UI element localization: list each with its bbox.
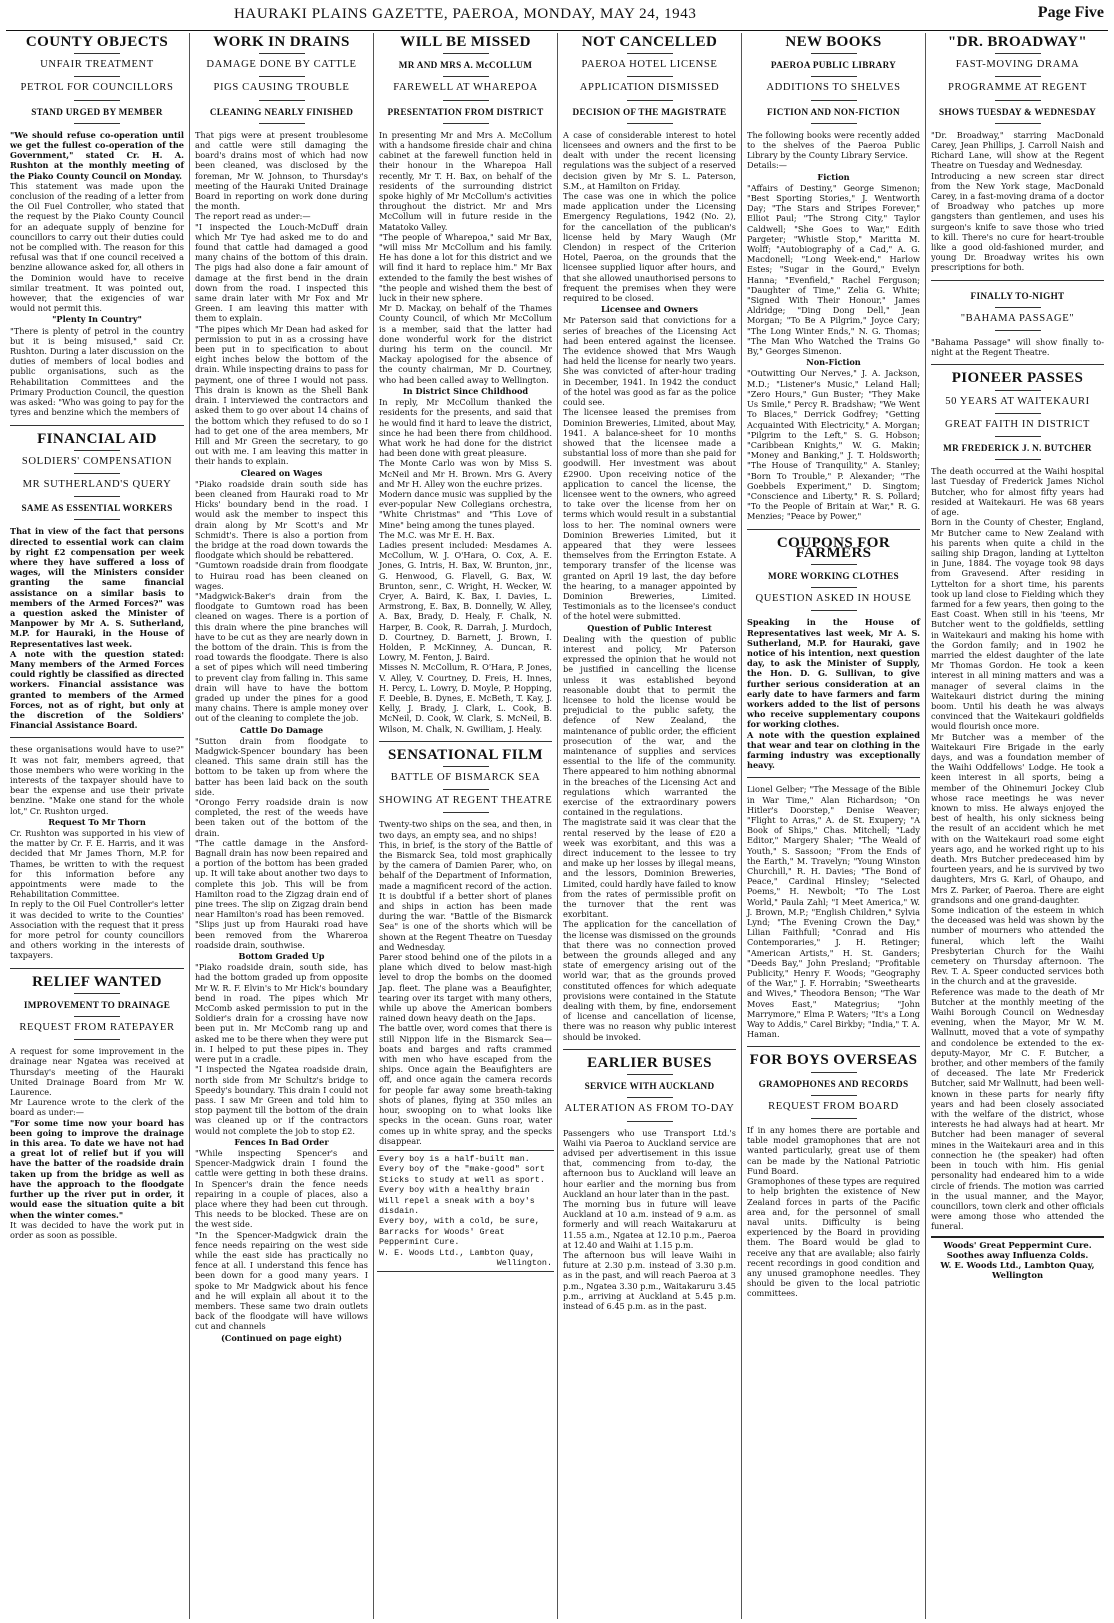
paragraph: It was decided to have the work put in order as soon as possible. (10, 1219, 184, 1240)
paragraph: A note with the question explained that wear and tear on clothing in the farming industry was exceptionally heavy. (747, 729, 920, 771)
paragraph: Reference was made to the death of Mr Butcher at the monthly meeting of the Waihi Borough Council on Wednesday evening, when the Mayor, Mr W. M. Wallnutt, moved that a vote of sympathy and condolence be extended to the ex-deputy-Mayor, Mr C. F. Butcher, a brother, and other members of the family of deceased. The late Mr Frederick Butcher, said Mr Wallnutt, had been well-known in these parts for nearly fifty years and had been closely associated with the welfare of the district, whose interests he had always had at heart. Mr Butcher had been manager of several mines in the Waitekauri area and in this connection he (the speaker) had often been in touch with him. His genial personality had endeared him to a wide circle of friends. The motion was carried in the usual manner, and the Mayor, councillors, town clerk and other officials were among those who attended the funeral. (931, 986, 1104, 1232)
paragraph: The death occurred at the Waihi hospital last Tuesday of Frederick James Nichol Butcher, who for almost fifty years had resided at Waitekauri. He was 68 years of age. (931, 466, 1104, 518)
paragraph: "The pipes which Mr Dean had asked for permission to put in as a crossing have been put in to specification to about eight inches below the bottom of the drain. While inspecting drains to pass for payment, one of three I would not pass. This drain is known as the Shell Bank drain. I interviewed the contractors and asked them to go over about 14 chains of the bottom which they refused to do so I had to get one of the area members, Mr Hill and Mr Green the secretary, to go out with me. I am leaving this matter in their hands to explain. (195, 323, 368, 467)
paragraph: If in any homes there are portable and table model gramophones that are not wanted particularly, great use of them can be made by the National Patriotic Fund Board. (747, 1125, 920, 1176)
paragraph: Dealing with the question of public interest and policy, Mr Paterson expressed the opinion that he would not be justified in cancelling the license unless it was established beyond reasonable doubt that to permit the licensee to hold the license would be prejudicial to the public safety, the defence of New Zealand, the maintenance of public order, the efficient prosecution of the war, and the maintenance of supplies and services essential to the life of the community. There appeared to him nothing abnormal in the breaches of the Licensing Act and regulations which warranted the exercise of the extraordinary powers contained in the regulations. (563, 633, 736, 818)
paragraph: The case was one in which the police made application under the Licensing Emergency Regulations, 1942 (No. 2), for the cancellation of the publican's license held by Mary Waugh (Mr Clendon) in respect of the Criterion Hotel, Paeroa, on the grounds that the licensee supplied liquor after hours, and that she allowed unauthorised persons to frequent the premises when they were required to be closed. (563, 191, 736, 304)
subheading: QUESTION ASKED IN HOUSE (755, 593, 912, 605)
subheading: MR AND MRS A. McCOLLUM (398, 60, 533, 71)
paragraph: Gramophones of these types are required to help brighten the existence of New Zealand forces in parts of the Pacific area and, for the personnel of small naval units. Difficulty is being experienced by the Board in providing them. The Board would be glad to receive any that are available; also fairly recent recordings in good condition and any unused gramophone needles. They should be given to the local patriotic committees. (747, 1176, 920, 1299)
paragraph: Misses N. McCollum, R. O'Hara, P. Jones, V. Alley, V. Courtney, D. Freis, H. Innes, H. Percy, L. Lowry, D. Moyle, P. Hopping, F. Deeble, B. Dynes, E. McBeth, T. Kay, J. Kelly, J. Brady, J. Clark, L. Cook, B. McNeil, D. Cook, W. Clark, S. McNeil, B. Wilson, M. Chalk, N. Gwilliam, J. Healy. (379, 662, 552, 734)
column-rule (373, 33, 374, 1619)
lead-paragraph: "We should refuse co-operation until we get the fullest co-operation of the Government," stated Cr. H. A. Rushton at the monthly meeting of the Piako County Council on Monday. (10, 129, 184, 181)
verse-line: W. E. Woods Ltd., Lambton Quay, (379, 1247, 535, 1258)
article-finally-tonight (927, 291, 1108, 358)
paragraph: The battle over, word comes that there is still Nippon life in the Bismarck Sea—boats and barges and rafts crammed with men who have escaped from the ships. Once again the Beaufighters are off, and once again the camera records for people far away some breath-taking shots of planes, flying at 350 miles an hour, swooping on to what looks like specks in the ocean. Guns roar, water comes up in white spray, and the specks disappear. (379, 1023, 552, 1146)
paragraph: these organisations would have to use?" It was not fair, members agreed, that those members who were working in the interests of the taxpayer should have to bear the expense and use their private benzine. "Make one stand for the whole lot," Cr. Rushton urged. (10, 744, 184, 816)
crosshead: Licensee and Owners (601, 304, 698, 315)
paragraph: "Madgwick-Baker's drain from the floodgate to Gumtown road has been cleaned on wages. There is a portion of this drain where the pine branches will have to be cut as they are nearly down in the bottom of the drain. This is from the road towards the floodgate. There is also a set of pipes which will need timbering to prevent clay from falling in. This same drain will have to have the bottom graded up under the pines for a good many chains. There is ample money over out of the cleaning to complete the job. (195, 590, 368, 724)
paragraph: "The cattle damage in the Ansford-Bagnall drain has now been repaired and a portion of the bottom has been graded up. It will take about another two days to complete this job. This will be from Hamilton road to the Zigzag drain end of pine trees. The slip on Zigzag drain bend near Hamilton's road has been removed. (195, 837, 368, 920)
paragraph: "I inspected the Ngatea roadside drain, north side from Mr Schultz's bridge to Speedy's boundary. This drain I could not pass. I saw Mr Green and told him to stop payment till the bottom of the drain was cleaned up or if the contractors would not complete the job to stop £2. (195, 1064, 368, 1136)
subheading: SERVICE WITH AUCKLAND (584, 1081, 715, 1092)
paragraph: Twenty-two ships on the sea, and then, in two days, an empty sea, and no ships! (379, 819, 552, 840)
article-will-be-missed (375, 34, 556, 734)
paragraph: Details:— (747, 160, 787, 171)
column-3 (375, 33, 556, 1619)
column-4 (559, 33, 740, 1619)
article-earlier-buses (559, 1054, 740, 1311)
subheading: UNFAIR TREATMENT (40, 59, 154, 71)
paragraph: Cr. Rushton was supported in his view of the matter by Cr. F. E. Harris, and it was decided that Mr James Thorn, M.P. for Thames, be written to with the request for this information before any appointments were made to the Rehabilitation Committee. (10, 828, 184, 900)
headline: NEW BOOKS (785, 34, 882, 50)
subheading: ALTERATION AS FROM TO-DAY (564, 1103, 735, 1115)
crosshead: Bottom Graded Up (238, 951, 325, 962)
advert-line: Wellington (991, 1270, 1044, 1281)
article-new-books (743, 34, 924, 522)
verse-line: Barracks for Woods' Great Peppermint Cure. (379, 1226, 505, 1248)
page-number: Page Five (1037, 4, 1104, 21)
crosshead: In District Since Childhood (402, 385, 529, 396)
paragraph: Modern dance music was supplied by the ever-popular New Collegians orchestra, "White Christmas" and "This Love of Mine" being among the tunes played. (379, 488, 552, 530)
verse-advertisement (377, 1150, 554, 1272)
headline: PIONEER PASSES (951, 370, 1084, 387)
paragraph: "In the Spencer-Madgwick drain the fence needs repairing on the west side while the east side has practically no fence at all. I understand this fence has been down for a good many years. I spoke to Mr Madgwick about his fence and he will explain all about it to the members. These same two drain outlets back of the floodgate will have willows cut and channels (195, 1229, 368, 1332)
paragraph: The following books were recently added to the shelves of the Paeroa Public Library by the County Library Service. (747, 129, 920, 161)
newspaper-title: HAURAKI PLAINS GAZETTE, PAEROA, MONDAY, MAY 24, 1943 (234, 6, 697, 22)
paragraph: In presenting Mr and Mrs A. McCollum with a handsome fireside chair and china cabinet at the farewell function held in their honour in the Wharepoa Hall recently, Mr T. H. Bax, on behalf of the residents of the surrounding district spoke highly of Mr McCollum's activities throughout the district. Mr and Mrs McCollum will in future reside in the Matatoko Valley. (379, 129, 552, 232)
subheading: APPLICATION DISMISSED (579, 82, 720, 94)
subheading: PAEROA HOTEL LICENSE (581, 59, 718, 71)
subheading: DECISION OF THE MAGISTRATE (572, 106, 727, 117)
headline: COUNTY OBJECTS (25, 34, 169, 50)
subheading: REQUEST FROM BOARD (768, 1100, 899, 1112)
column-rule (189, 33, 190, 1619)
paragraph: "Slips just up from Hauraki road have been removed from the Whareroa roadside drain, southwise. (195, 919, 368, 950)
crosshead: Fiction (817, 171, 850, 182)
paragraph: Mr Butcher was a member of the Waitekauri Fire Brigade in the early days, and was a foundation member of the Waihi Oddfellows' Lodge. He took a keen interest in all sports, being a member of the Ohinemuri Jockey Club whose race meetings he was never known to miss. He always enjoyed the best of health, his only sickness being the result of an accident which he met with on the Waitekauri road some eight years ago, and he worked right up to his death. Mrs Butcher predeceased him by fourteen years, and he is survived by two daughters, Mrs G. Karl, of Ohaupo, and Mrs Z. Parker, of Paeroa. There are eight grandsons and one grand-daughter. (931, 731, 1104, 905)
subheading: GREAT FAITH IN DISTRICT (945, 418, 1090, 430)
paragraph: "I inspected the Louch-McDuff drain which Mr Tye had asked me to do and found that cattle had damaged a good many chains of the bottom of this drain. The pigs had also done a fair amount of damage at the first bend in the drain down from the road. I inspected this same drain later with Mr Fox and Mr Green. I am leaving this matter with them to explain. (195, 221, 368, 324)
paragraph: "Piako roadside drain, south side, has had the bottom graded up from opposite Mr W. R. F. Elvin's to Mr Hick's boundary bend in road. The pipes which Mr McComb asked permission to put in the Soldier's drain for a crossing have now been put in. Mr McComb rang up and asked me to be there when they were put in. I helped to put these pipes in. They were put in a cradle. (195, 962, 368, 1065)
headline: EARLIER BUSES (587, 1054, 712, 1071)
advert-line: Woods' Great Peppermint Cure. (943, 1239, 1092, 1250)
article-work-in-drains (191, 34, 372, 1343)
crosshead: Question of Public Interest (587, 622, 712, 633)
verse-line: Every boy, with a cold, be sure, (379, 1216, 540, 1227)
subheading: 50 YEARS AT WAITEKAURI (945, 395, 1090, 407)
paragraph: "Sutton drain from floodgate to Madgwick-Spencer boundary has been cleaned. This same drain still has the bottom to be taken up from where the batter has been laid back on the south side. (195, 735, 368, 797)
subheading: REQUEST FROM RATEPAYER (19, 1022, 175, 1034)
paragraph: The licensee leased the premises from Dominion Breweries, Limited, about May, 1941. A balance-sheet for 10 months showed that the licensee made a substantial loss of more than she paid for goodwill. Her investment was about £2900. Upon receiving notice of the application to cancel the license, the licensee went to the owners, who agreed to take over the license from her on terms which would result in a substantial loss to her. The nominal owners were Dominion Breweries Limited, but it appeared that they were lessees themselves from the Errington Estate. A temporary transfer of the license was granted on April 19 last, the day before the hearing, to a manager appointed by Dominion Breweries, Limited. Testimonials as to the licensee's conduct of the hotel were submitted. (563, 407, 736, 622)
verse-line: Every boy with a healthy brain (379, 1185, 530, 1196)
paragraph: "While inspecting Spencer's and Spencer-Madgwick drain I found the cattle were getting in both these drains. In Spencer's drain the fence needs repairing in a couple of places, also a place where they had been cut through. This needs to be blocked. These are on the west side. (195, 1147, 368, 1230)
subheading: MORE WORKING CLOTHES (768, 570, 899, 581)
verse-line: Wellington. (496, 1257, 552, 1268)
paragraph: Introducing a new screen star direct from the New York stage, MacDonald Carey, in a fast-moving drama of a doctor of Broadway who patches up more gangsters than gentlemen, and uses his surgeon's knife to save those who tried to kill. There's no cure for heart-trouble like a good old-fashioned murder, and young Dr. Broadway writes his own prescriptions for both. (931, 170, 1104, 273)
paragraph: The application for the cancellation of the license was dismissed on the grounds that there was no connection proved between the grounds alleged and any state of emergency arising out of the world war, that as the grounds proved constituted offences for which adequate provisions were contained in the Statute dealing with them, by fine, endorsement of license and cancellation of license, there was no reason why public interest should be invoked. (563, 919, 736, 1042)
column-2 (191, 33, 372, 1619)
paragraph: "Outwitting Our Nerves," J. A. Jackson, M.D.; "Listener's Music," Leland Hall; "Zero Hours," Gun Buster; "They Make Us Smile," Percy R. Bradshaw; "We Went To Blaces," Derrick Godfrey; "Getting Acquainted With Electricity," A. Morgan; "Pilgrim to the Left," S. G. Hobson; "Caribbean Knights," W. G. Makin; "Money and Banking," J. T. Holdsworth; "The House of Tranquility," A. Stanley; "Born To Trouble," P. Alexander; "The Goebbels Experiment," D. Singtom; "Conscience and Liberty," R. S. Pollard; "To the People of Britain at War," R. G. Menzies; "Peace by Power," (747, 368, 920, 522)
crosshead: Cleared on Wages (240, 467, 323, 478)
article-relief-wanted (6, 973, 188, 1240)
crosshead: Non-Fiction (806, 357, 861, 368)
lead-paragraph: Speaking in the House of Representatives last week, Mr A. S. Sutherland, M.P. for Hauraki, gave notice of his intention, next question day, to ask the Minister of Supply, the Hon. D. G. Sullivan, to give further serious consideration at an early date to have farmers and farm workers added to the list of persons who receive supplementary coupons for working clothes. (747, 617, 920, 730)
paragraph: "Piako roadside drain south side has been cleaned from Hauraki road to Mr Hicks' boundary bend in the road. I would ask the member to inspect this drain along by Mr Scott's and Mr Schmidt's. There is also a portion from the bridge at the road down towards the floodgate which should be rebattered. (195, 478, 368, 561)
subheading: SHOWING AT REGENT THEATRE (378, 795, 553, 807)
column-rule (925, 33, 926, 1619)
paragraph: Lionel Gelber; "The Message of the Bible in War Time," Alan Richardson; "On Hitler's Doorstep," Denise Weaver; "Flight to Arras," A. de St. Exupery; "A Book of Ships," Chas. Mitchell; "Lady Editor," Margery Shaler; "The Weald of Youth," S. Sassoon; "From the Ends of the Earth," M. Travelyn; "Young Winston Churchill," R. H. Davies; "The Bond of Peace," Cardinal Hinsley; "Selected Poems," H. Newbolt; "To The Lost World," Paula Zahl; "I Meet America," W. J. Brown, M.P.; "English Children," Sylvia Lynd; "The Evening Crown the Day," Lilian Faithfull; "Conrad and His Contemporaries," J. H. Retinger; "American Artists," H. St. Ganders; "Deeds Bay," John Presland; "Profitable Publicity," Henry F. Woods; "Geography of the War," J. F. Horrabin; "Sweethearts and Wives," Theodora Benson; "The War Moves East," Mategrius; "John Marrymore," Elma P. Waters; "It's a Long Way to Addis," Carel Birkby; "India," T. A. Haman. (747, 784, 920, 1040)
subheading: PRESENTATION FROM DISTRICT (387, 106, 544, 117)
article-not-cancelled (559, 34, 740, 1042)
article-coupons-for-farmers (743, 534, 924, 771)
subheading: SAME AS ESSENTIAL WORKERS (21, 503, 173, 514)
paragraph: The report read as under:— (195, 211, 311, 222)
verse-line: Will repel a sneak with a boy's disdain. (379, 1195, 535, 1216)
subheading: FICTION AND NON-FICTION (767, 106, 900, 117)
paragraph: In reply, Mr McCollum thanked the residents for the presents, and said that he would find it hard to leave the district, since he had been there from childhood. What work he had done for the district had been done with great pleasure. (379, 397, 553, 459)
headline: RELIEF WANTED (32, 973, 162, 990)
subheading: GRAMOPHONES AND RECORDS (758, 1078, 909, 1089)
paragraph: Born in the County of Chester, England, Mr Butcher came to New Zealand with his parents when quite a child in the sailing ship Dragon, landing at Lyttelton in June, 1884. The voyage took 98 days from Gravesend. After residing in Lyttelton for a short time, his parents took up land close to Fielding which they farmed for a few years, then going to the East Coast. When still in his 'teens, Mr Butcher went to the goldfields, settling in Waitekauri and making his home with the Gordon family; and in 1902 he married the eldest daughter of the late Mr Thomas Gordon. He took a keen interest in all mining matters and was a manager of several claims in the Waitekauri district during the mining boom. Until his death he was always convinced that the Waitekauri goldfields would flourish once more. (931, 517, 1104, 732)
paragraph: The M.C. was Mr E. H. Bax. (379, 529, 495, 540)
column-6 (927, 33, 1108, 1619)
paragraph: "The people of Wharepoa," said Mr Bax, "will miss Mr McCollum and his family. He has done a lot for this district and we will find it hard to replace him." Mr Bax extended to the family the best wishes of "the people and wished them the best of luck in their new sphere. (379, 231, 552, 304)
headline: "DR. BROADWAY" (947, 34, 1088, 50)
paragraph: This, in brief, is the story of the Battle of the Bismarck Sea, told most graphically by the camera of Damien Parer, who, on behalf of the Department of Information, made a magnificent record of the action. It is doubtful if a better short of planes and ships in action has been made during the war. "Battle of the Bismarck Sea" is one of the shorts which will be shown at the Regent Theatre on Tuesday and Wednesday. (379, 839, 552, 952)
crosshead: Request To Mr Thorn (48, 816, 146, 827)
continued-note: (Continued on page eight) (220, 1332, 343, 1343)
subheading: PETROL FOR COUNCILLORS (20, 82, 174, 94)
crosshead: Fences In Bad Order (234, 1136, 329, 1147)
article-for-boys-overseas (743, 1052, 924, 1299)
headline: WILL BE MISSED (400, 34, 531, 50)
subheading: FAST-MOVING DRAMA (955, 59, 1080, 71)
subheading: FAREWELL AT WHAREPOA (393, 82, 538, 94)
paragraph: The magistrate said it was clear that the rental reserved by the lease of £20 a week was exorbitant, and this was a direct inducement to the lessee to try and make up her losses by illegal means, and the lessors, Dominion Breweries, Limited, could hardly have failed to know from the rates of permissible profit on the turnover that the rent was exorbitant. (563, 817, 736, 920)
paragraph: "Dr. Broadway," starring MacDonald Carey, Jean Phillips, J. Carroll Naish and Richard Lane, will show at the Regent Theatre on Tuesday and Wednesday. (931, 129, 1104, 171)
subheading: CLEANING NEARLY FINISHED (209, 106, 354, 117)
article-county-objects (6, 34, 188, 418)
paragraph: Some indication of the esteem in which the deceased was held was shown by the number of mourners who attended the funeral, which left the Waihi Presbyterian Church for the Waihi cemetery on Thursday afternoon. The Rev. T. A. Speer conducted services both in the church and at the graveside. (931, 905, 1104, 987)
paragraph: "Affairs of Destiny," George Simenon; "Best Sporting Stories," J. Wentworth Day; "The Stars and Stripes Forever," Elliot Paul; "The Strong City," Taylor Caldwell; "She Goes to War," Edith Pargeter; "Whistle Stop," Maritta M. Wolff; "Autobiography of a Cad," A. G. Macdonell; "Long Week-end," Harlow Estes; "Sugar in the Gourd," Evelyn Hanna; "Evenfield," Rachel Ferguson; "Daughter of Time," Zelia G. White; "Signed With Their Honour," James Aldridge; "Ding Dong Dell," Jean Morgan; "To Be A Pilgrim," Joyce Cary; "The Long Winter Ends," N. G. Thomas; "The Man Who Watched the Trains Go By," Georges Simenon. (747, 182, 920, 357)
column-rule (741, 33, 742, 1619)
paragraph: Parer stood behind one of the pilots in a plane which dived to below mast-high level to drop the bombs on the doomed Jap. fleet. The plane was a Beaufighter, tearing over its target with many others, while up above the American bombers rained down heavy death on the Japs. (379, 952, 552, 1024)
subheading: "BAHAMA PASSAGE" (960, 312, 1075, 324)
article-sensational-film (375, 746, 556, 1146)
paragraph: Mr D. Mackay, on behalf of the Thames County Council, of which Mr McCollum is a member, said that the latter had done wonderful work for the district during his term on the council. Mr Mackay apologised for the absence of the county chairman, Mr D. Courtney, who had been called away to Wellington. (379, 303, 552, 385)
subheading: MR SUTHERLAND'S QUERY (22, 478, 172, 490)
headline: FINALLY TO-NIGHT (970, 290, 1065, 301)
paragraph: In reply to the Oil Fuel Controller's letter it was decided to write to the Counties' Association with the request that it press for more petrol for county councillors and others working in the interests of taxpayers. (10, 899, 184, 961)
paragraph: "Bahama Passage" will show finally to-night at the Regent Theatre. (931, 337, 1104, 358)
paragraph: A note with the question stated: Many members of the Armed Forces could rightly be classified as directed workers. Financial assistance was granted to members of the Armed Forces, not as of right, but only at the discretion of the Soldiers' Financial Assistance Board. (10, 648, 184, 731)
paragraph: The Monte Carlo was won by Miss S. McNeil and Mr H. Brown. Mrs G. Avery and Mr H. Alley won the euchre prizes. (379, 458, 552, 489)
paragraph: A request for some improvement in the drainage near Ngatea was received at Thursday's meeting of the Hauraki United Drainage Board from Mr W. Laurence. (10, 1046, 184, 1098)
verse-line: Sticks to study at well as sport. (379, 1174, 545, 1185)
subheading: STAND URGED BY MEMBER (31, 106, 163, 117)
column-1 (6, 33, 188, 1619)
paragraph: "For some time now your board has been going to improve the drainage in this area. To date we have not had a great lot of relief but if you will have the batter of the roadside drain taken up from the bridge as well as have the approach to the floodgate further up the river put in order, it would ease the situation quite a bit when the winter comes." (10, 1117, 184, 1220)
headline: COUPONS FOR FARMERS (776, 534, 891, 561)
advert-line: W. E. Woods Ltd., Lambton Quay, (940, 1259, 1095, 1270)
verse-line: Every boy of the "make-good" sort (379, 1164, 545, 1175)
headline: FINANCIAL AID (37, 430, 157, 447)
paragraph: Mr Laurence wrote to the clerk of the board as under:— (10, 1097, 184, 1118)
column-rule (557, 33, 558, 1619)
headline: WORK IN DRAINS (213, 34, 350, 50)
crosshead: Cattle Do Damage (239, 724, 324, 735)
article-pioneer-passes (927, 370, 1108, 1232)
paragraph: This statement was made upon the conclusion of the reading of a letter from the Oil Fuel Controller, who stated that the request by the Piako County Council for an adequate supply of benzine for councillors to carry out their duties could not be complied with. The reason for this refusal was that if one council received a benzine allowance asked for, all others in the Dominion would have to receive similar treatment. It was pointed out, however, that the exigencies of war would not permit this. (10, 180, 184, 314)
article-financial-aid (6, 430, 188, 731)
advert-line: Soothes away Influenza Colds. (946, 1249, 1089, 1260)
paragraph: Mr Paterson said that convictions for a series of breaches of the Licensing Act had been entered against the licensee. The evidence showed that Mrs Waugh had held the license for nearly two years. She was convicted of after-hour trading in December, 1941. In 1942 the conduct of the hotel was good as far as the police could see. (563, 315, 736, 408)
column-5 (743, 33, 924, 1619)
paragraph: "There is plenty of petrol in the country but it is being misused," said Cr. Rushton. During a later discussion on the duties of members of local bodies and public organisations, such as the Rehabilitation Committees and the Primary Production Council, the question was asked: "Who was going to pay for the tyres and benzine which the members of (10, 325, 184, 418)
headline: NOT CANCELLED (581, 34, 718, 50)
headline: FOR BOYS OVERSEAS (749, 1052, 918, 1069)
subheading: ADDITIONS TO SHELVES (766, 82, 901, 94)
paragraph: The afternoon bus will leave Waihi in future at 2.30 p.m. instead of 3.30 p.m. as in the past, and will reach Paeroa at 3 p.m., Ngatea 3.30 p.m., Waitakaruru 3.45 p.m., arriving at Auckland at 5.45 p.m. instead of 6.45 p.m. as in the past. (563, 1249, 736, 1311)
paragraph: "Orongo Ferry roadside drain is now completed, the rest of the weeds have been taken out of the bottom of the drain. (195, 797, 368, 838)
subheading: PROGRAMME AT REGENT (948, 82, 1087, 94)
page-columns (6, 33, 1108, 1619)
subheading: DAMAGE DONE BY CATTLE (206, 59, 357, 71)
article-dr-broadway (927, 34, 1108, 273)
paragraph: The morning bus in future will leave Auckland at 10 a.m. instead of 9 a.m. as formerly and will reach Waitakaruru at 11.55 a.m., Ngatea at 12.10 p.m., Paeroa at 12.40 and Waihi at 1.15 p.m. (563, 1198, 736, 1250)
paragraph: That pigs were at present troublesome and cattle were still damaging the board's drains most of which had now been cleaned, was disclosed by the foreman, Mr W. Johnson, to Thursday's meeting of the Hauraki United Drainage Board in reporting on work done during the month. (195, 129, 368, 212)
paragraph: Passengers who use Transport Ltd.'s Waihi via Paeroa to Auckland service are advised per advertisement in this issue that, commencing from to-day, the afternoon bus to Auckland will leave an hour earlier and the morning bus from Auckland an hour later than in the past. (563, 1127, 736, 1199)
masthead (6, 0, 1108, 31)
peppermint-cure-advertisement (931, 1236, 1104, 1281)
headline: SENSATIONAL FILM (388, 746, 543, 763)
subheading: IMPROVEMENT TO DRAINAGE (23, 999, 171, 1010)
crosshead: "Plenty In Country" (52, 314, 142, 325)
paragraph: A case of considerable interest to hotel licensees and owners and the first to be dealt with under the recent licensing regulations was the subject of a reserved decision given by Mr S. L. Paterson, S.M., at Hamilton on Friday. (563, 129, 736, 191)
lead-paragraph: That in view of the fact that persons directed to essential work can claim by right £2 compensation per week where they have suffered a loss of wages, will the Ministers consider granting the same financial assistance on a similar basis to members of the Armed Forces?" was a question asked the Minister of Manpower by Mr A. S. Sutherland, M.P. for Hauraki, in the House of Representatives last week. (10, 526, 184, 649)
subheading: PAEROA PUBLIC LIBRARY (770, 60, 897, 71)
subheading: MR FREDERICK J. N. BUTCHER (943, 443, 1092, 454)
subheading: BATTLE OF BISMARCK SEA (390, 772, 541, 783)
paragraph: "Gumtown roadside drain from floodgate to Huirau road has been cleaned on wages. (195, 560, 368, 591)
subheading: SOLDIERS' COMPENSATION (21, 455, 173, 467)
subheading: PIGS CAUSING TROUBLE (213, 82, 350, 94)
verse-line: Every boy is a half-built man. (379, 1153, 530, 1164)
subheading: SHOWS TUESDAY & WEDNESDAY (938, 106, 1096, 117)
paragraph: Ladies present included: Mesdames A. McCollum, W. J. O'Hara, O. Cox, A. E. Jones, G. Intris, H. Bax, W. Brunton, jnr., G. Henwood, G. Flavell, G. Bax, W. Brunton, senr., C. Wright, H. Wecker, W. Cryer, A. Baird, K. Bax, I. Davies, L. Armstrong, E. Bax, B. Donnelly, W. Alley, A. Bax, Brady, D. Healy, F. Chalk, N. Harper, B. Cook, R. Darrah, J. Murdoch, D. Courtney, D. Barnett, J. Brown, I. Holden, P. McKinney, A. Duncan, R. Lowry, M. Fenton, J. Baird. (379, 539, 552, 663)
